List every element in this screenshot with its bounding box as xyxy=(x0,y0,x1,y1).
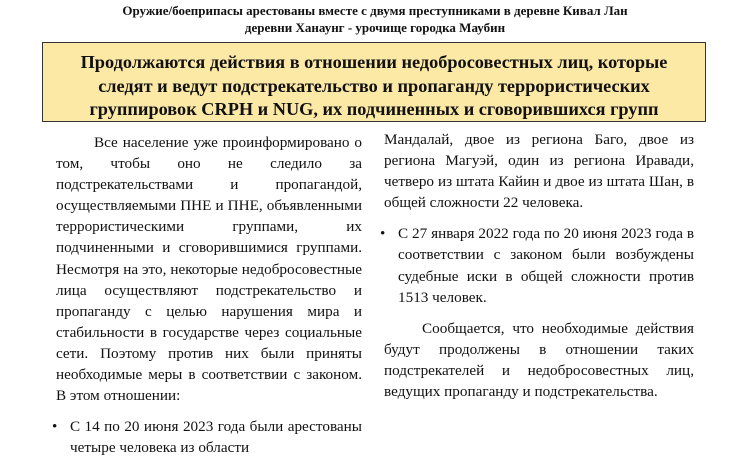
intro-paragraph: Все население уже проинформировано о том, чтобы оно не следило за подстрекательствами и пропагандой, осуществляемыми ПНЕ и ПНЕ, объявленными террористическими группами, их подчиненными и сговорившимися группами. Несмотря на это, некоторые недобросовестные лица осуществляют подстрекательство и пропаганду с целью нарушения мира и стабильности в государстве через социальные сети. Поэтому против них были приняты необходимые меры в соответствии с законом. В этом отношении: xyxy=(56,134,362,405)
photo-caption-line-2: деревни Ханаунг - урочище городка Маубин xyxy=(244,20,506,35)
bullet-text: С 14 по 20 июня 2023 года были арестованы четыре человека из области xyxy=(70,418,362,457)
bullet-list-right xyxy=(384,223,694,307)
bullet-text: С 27 января 2022 года по 20 июня 2023 года в соответствии с законом были возбуждены судебные иски в общей сложности против 1513 человек. xyxy=(398,225,694,306)
headline-text: Продолжаются действия в отношении недобросовестных лиц, которые следят и ведут подстрекательство и пропаганду террористических группировок CRPH и NUG, их подчиненных и сговорившихся групп xyxy=(80,52,668,119)
headline-box xyxy=(42,42,706,122)
closing-paragraph: Сообщается, что необходимые действия будут продолжены в отношении таких подстрекателей и недобросовестных лиц, ведущих пропаганду и подстрекательства. xyxy=(384,319,694,401)
right-column xyxy=(384,129,694,402)
continuation-paragraph: Мандалай, двое из региона Баго, двое из региона Магуэй, один из региона Иравади, четверо из штата Кайин и двое из штата Шан, в общей сложности 22 человека. xyxy=(384,131,694,212)
left-column xyxy=(56,132,362,458)
bullet-list-left xyxy=(56,416,362,458)
bullet-item-lawsuits xyxy=(384,223,694,307)
photo-caption-line-1: Оружие/боеприпасы арестованы вместе с двумя преступниками в деревне Кивал Лан xyxy=(122,3,628,18)
bullet-item-arrests xyxy=(56,416,362,458)
